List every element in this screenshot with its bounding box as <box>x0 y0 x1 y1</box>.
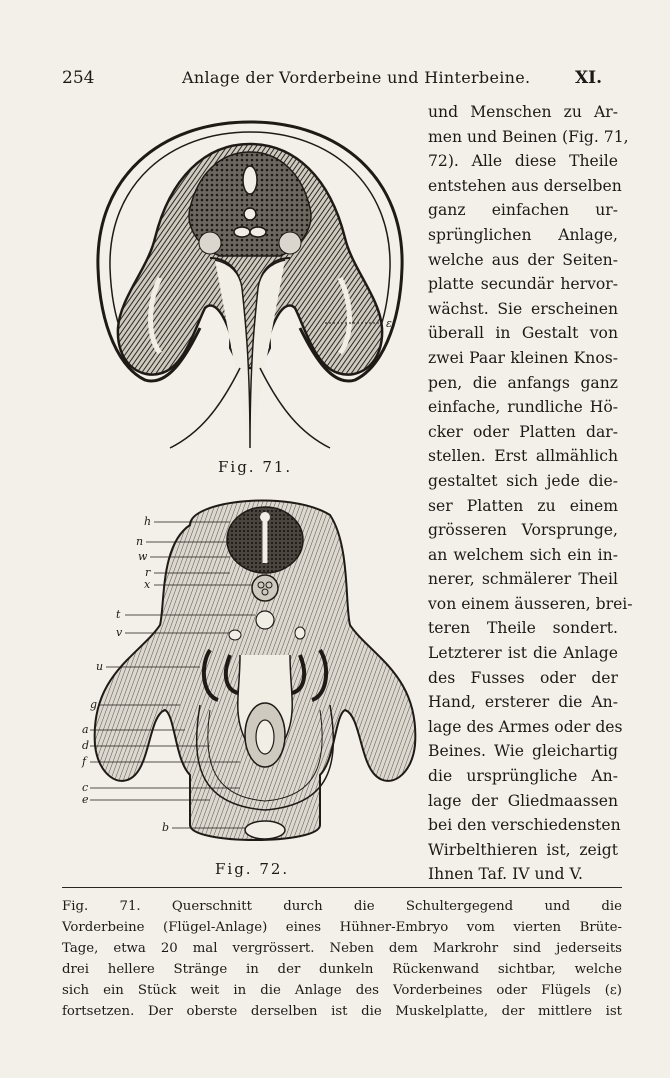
text-line: wächst. Sie erscheinen <box>428 299 618 318</box>
text-line: ganz einfachen ur- <box>428 201 618 220</box>
text-line: an welchem sich ein in- <box>428 545 618 564</box>
text-line: bei den verschiedensten <box>428 816 621 835</box>
body-text-column <box>428 100 633 887</box>
label-epsilon: ε <box>386 317 392 330</box>
text-line: ser Platten zu einem <box>428 496 618 515</box>
label-f: f <box>82 755 87 768</box>
text-line: lage der Gliedmaassen <box>428 791 618 810</box>
chapter-number: XI. <box>574 68 602 88</box>
text-line: von einem äusseren, brei- <box>428 594 633 613</box>
label-a: a <box>82 723 89 736</box>
label-n: n <box>136 535 144 548</box>
label-v: v <box>116 626 123 639</box>
label-b: b <box>162 821 170 834</box>
text-line: Ihnen Taf. IV und V. <box>428 865 583 884</box>
footnote-line: Vorderbeine (Flügel-Anlage) eines Hühner-Embryo vom vierten Brüte- <box>62 920 622 935</box>
running-header <box>62 68 602 92</box>
footnote-line: drei hellere Stränge in der dunkeln Rückenwand sichtbar, welche <box>62 962 622 977</box>
footnote-line: fortsetzen. Der oberste derselben ist die Muskelplatte, der mittlere ist <box>62 1004 622 1019</box>
figure-72-drawing <box>82 485 420 860</box>
footnote-line: sich ein Stück weit in die Anlage des Vorderbeines oder Flügels (ε) <box>62 983 622 998</box>
label-g: g <box>90 698 98 711</box>
label-t: t <box>116 608 121 621</box>
text-line: einfache, rundliche Hö- <box>428 398 618 417</box>
text-line: cker oder Platten dar- <box>428 422 618 441</box>
label-r: r <box>145 566 151 579</box>
text-line: entstehen aus derselben <box>428 176 622 195</box>
text-line: platte secundär hervor- <box>428 275 618 294</box>
figure-72-caption: Fig. 72. <box>215 860 290 878</box>
text-line: zwei Paar kleinen Knos- <box>428 348 618 367</box>
footnote-line: Tage, etwa 20 mal vergrössert. Neben dem Markrohr sind jederseits <box>62 941 622 956</box>
text-line: sprünglichen Anlage, <box>428 225 618 244</box>
figure-footnote <box>62 896 622 1022</box>
figure-71-caption: Fig. 71. <box>218 458 293 476</box>
text-line: stellen. Erst allmählich <box>428 447 618 466</box>
label-h: h <box>144 515 152 528</box>
running-title: Anlage der Vorderbeine und Hinterbeine. <box>182 68 531 87</box>
text-line: und Menschen zu Ar- <box>428 103 618 121</box>
label-x: x <box>144 578 151 591</box>
text-line: pen, die anfangs ganz <box>428 373 618 392</box>
text-line: Beines. Wie gleichartig <box>428 742 618 761</box>
text-line: Wirbelthieren ist, zeigt <box>428 840 618 859</box>
text-line: teren Theile sondert. <box>428 619 618 638</box>
figure-71-drawing <box>90 118 410 458</box>
text-line: welche aus der Seiten- <box>428 250 618 269</box>
text-line: nerer, schmälerer Theil <box>428 570 618 589</box>
text-line: gestaltet sich jede die- <box>428 471 618 490</box>
label-u: u <box>96 660 104 673</box>
label-d: d <box>82 739 90 752</box>
text-line: Hand, ersterer die An- <box>428 693 618 712</box>
footnote-divider <box>62 887 622 888</box>
text-line: des Fusses oder der <box>428 668 618 687</box>
text-line: Letzterer ist die Anlage <box>428 644 618 663</box>
footnote-line: Fig. 71. Querschnitt durch die Schultergegend und die <box>62 899 622 914</box>
label-c: c <box>82 781 89 794</box>
label-w: w <box>138 550 148 563</box>
page-number: 254 <box>62 68 95 88</box>
text-line: die ursprüngliche An- <box>428 767 618 786</box>
label-e: e <box>82 793 89 806</box>
text-line: lage des Armes oder des <box>428 717 623 736</box>
text-line: 72). Alle diese Theile <box>428 152 618 171</box>
text-line: men und Beinen (Fig. 71, <box>428 127 629 146</box>
text-line: überall in Gestalt von <box>428 324 618 343</box>
text-line: grösseren Vorsprunge, <box>428 521 618 540</box>
